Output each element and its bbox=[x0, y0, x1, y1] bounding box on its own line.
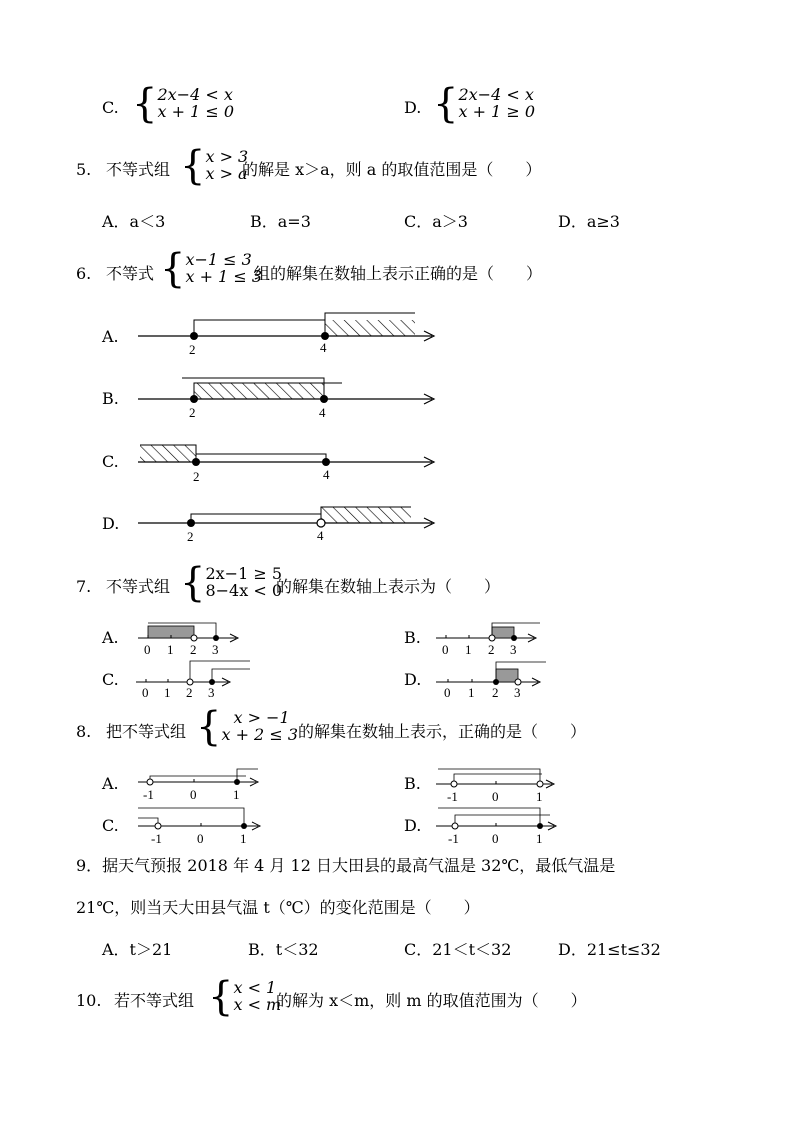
svg-text:3: 3 bbox=[212, 642, 219, 657]
q8-option-a-number-line bbox=[136, 764, 266, 804]
brace-icon: { bbox=[160, 246, 186, 292]
q8-option-a-label[interactable]: A. bbox=[102, 774, 119, 793]
brace-icon: { bbox=[433, 81, 459, 127]
q10-system bbox=[208, 974, 282, 1020]
q7-option-a-label[interactable]: A. bbox=[102, 628, 119, 647]
q7-system bbox=[180, 560, 282, 606]
svg-text:3: 3 bbox=[208, 685, 215, 700]
q8-option-d-label[interactable]: D. bbox=[404, 816, 422, 835]
svg-text:-1: -1 bbox=[448, 831, 459, 846]
system-line: x + 2 ≤ 3 bbox=[221, 725, 298, 744]
svg-text:2: 2 bbox=[193, 469, 200, 484]
svg-text:2: 2 bbox=[488, 642, 495, 657]
system-line: x < m bbox=[233, 995, 282, 1014]
brace-icon: { bbox=[208, 974, 234, 1020]
brace-icon: { bbox=[196, 704, 222, 750]
system-line: 2x−4 < x bbox=[157, 85, 233, 105]
svg-text:2: 2 bbox=[186, 685, 193, 700]
q8-stem-pre: 把不等式组 bbox=[106, 722, 187, 741]
svg-text:1: 1 bbox=[536, 831, 543, 846]
q6-number: 6. bbox=[76, 264, 92, 283]
q5-stem-post: 的解是 x＞a，则 a 的取值范围是（ ） bbox=[242, 160, 542, 179]
q6-option-d-number-line bbox=[130, 497, 440, 547]
svg-text:1: 1 bbox=[233, 787, 240, 802]
q9-option-a[interactable]: A．t＞21 bbox=[102, 940, 173, 959]
q6-system bbox=[160, 246, 262, 292]
system-line: x < 1 bbox=[233, 978, 277, 998]
svg-text:1: 1 bbox=[240, 831, 247, 846]
q7-stem-post: 的解集在数轴上表示为（ ） bbox=[276, 577, 501, 596]
q6-stem-pre: 不等式 bbox=[106, 264, 155, 283]
system-line: 2x−4 < x bbox=[458, 85, 534, 105]
svg-text:0: 0 bbox=[142, 685, 149, 700]
q8-option-c-number-line bbox=[134, 806, 264, 846]
q7-option-b-label[interactable]: B. bbox=[404, 628, 421, 647]
svg-text:0: 0 bbox=[444, 685, 451, 700]
svg-text:1: 1 bbox=[465, 642, 472, 657]
q9-option-b[interactable]: B．t＜32 bbox=[248, 940, 319, 959]
system-line: x > 3 bbox=[205, 147, 249, 167]
system-line: x > a bbox=[205, 164, 248, 183]
q7-stem-pre: 不等式组 bbox=[106, 577, 171, 596]
q9-option-c[interactable]: C．21＜t＜32 bbox=[404, 940, 512, 959]
q8-stem-post: 的解集在数轴上表示，正确的是（ ） bbox=[298, 722, 587, 741]
q9-stem-line1: 9．据天气预报 2018 年 4 月 12 日大田县的最高气温是 32℃，最低气温是 bbox=[76, 856, 616, 875]
q7-option-a-number-line bbox=[136, 618, 246, 658]
q8-option-b-number-line bbox=[434, 764, 564, 804]
svg-text:1: 1 bbox=[167, 642, 174, 657]
system-line: x + 1 ≤ 3 bbox=[185, 267, 262, 286]
q5-option-d[interactable]: D．a≥3 bbox=[558, 212, 620, 231]
q4-option-c-label: C. bbox=[102, 98, 119, 117]
svg-text:0: 0 bbox=[144, 642, 151, 657]
svg-text:0: 0 bbox=[190, 787, 197, 802]
q8-system bbox=[196, 704, 298, 750]
svg-text:4: 4 bbox=[319, 405, 326, 420]
q7-option-b-number-line bbox=[434, 618, 546, 658]
q5-number: 5. bbox=[76, 160, 92, 179]
q6-option-a-number-line bbox=[130, 310, 440, 358]
q7-option-c-label[interactable]: C. bbox=[102, 670, 119, 689]
q10-stem-pre: 若不等式组 bbox=[114, 991, 195, 1010]
q5-stem-pre: 不等式组 bbox=[106, 160, 171, 179]
q6-option-a-label[interactable]: A. bbox=[102, 327, 119, 346]
system-line: 8−4x < 0 bbox=[205, 581, 282, 600]
svg-text:3: 3 bbox=[514, 685, 521, 700]
q10-stem-post: 的解为 x＜m，则 m 的取值范围为（ ） bbox=[276, 991, 587, 1010]
q4-option-d-system bbox=[433, 81, 535, 127]
q4-option-d-label: D. bbox=[404, 98, 422, 117]
svg-text:4: 4 bbox=[323, 467, 330, 482]
q7-option-d-number-line bbox=[434, 660, 550, 700]
q8-option-d-number-line bbox=[434, 806, 564, 846]
system-line: x + 1 ≤ 0 bbox=[157, 102, 234, 121]
svg-text:3: 3 bbox=[510, 642, 517, 657]
svg-text:0: 0 bbox=[442, 642, 449, 657]
svg-text:2: 2 bbox=[187, 529, 194, 544]
q6-option-c-number-line bbox=[130, 436, 440, 486]
svg-text:0: 0 bbox=[197, 831, 204, 846]
svg-text:-1: -1 bbox=[151, 831, 162, 846]
q6-option-d-label[interactable]: D. bbox=[102, 514, 120, 533]
svg-text:1: 1 bbox=[164, 685, 171, 700]
q6-stem-post: 组的解集在数轴上表示正确的是（ ） bbox=[254, 264, 543, 283]
q9-option-d[interactable]: D．21≤t≤32 bbox=[558, 940, 661, 959]
q5-option-b[interactable]: B．a=3 bbox=[250, 212, 311, 231]
q7-option-d-label[interactable]: D. bbox=[404, 670, 422, 689]
svg-text:-1: -1 bbox=[143, 787, 154, 802]
svg-text:2: 2 bbox=[189, 405, 196, 420]
system-line: x−1 ≤ 3 bbox=[185, 250, 252, 270]
q6-option-b-number-line bbox=[130, 373, 440, 421]
svg-text:0: 0 bbox=[492, 789, 499, 804]
q8-number: 8. bbox=[76, 722, 92, 741]
q4-option-c-system bbox=[132, 81, 234, 127]
svg-text:2: 2 bbox=[189, 342, 196, 357]
system-line: 2x−1 ≥ 5 bbox=[205, 564, 282, 584]
svg-text:2: 2 bbox=[492, 685, 499, 700]
system-line: x > −1 bbox=[233, 708, 290, 728]
q6-option-c-label[interactable]: C. bbox=[102, 452, 119, 471]
brace-icon: { bbox=[180, 560, 206, 606]
svg-text:1: 1 bbox=[536, 789, 543, 804]
q6-option-b-label[interactable]: B. bbox=[102, 389, 119, 408]
brace-icon: { bbox=[132, 81, 158, 127]
q5-option-a[interactable]: A．a＜3 bbox=[102, 212, 166, 231]
svg-text:-1: -1 bbox=[447, 789, 458, 804]
svg-text:0: 0 bbox=[492, 831, 499, 846]
q5-system bbox=[180, 143, 249, 189]
q9-stem-line2: 21℃，则当天大田县气温 t（℃）的变化范围是（ ） bbox=[76, 898, 480, 917]
q8-option-c-label[interactable]: C. bbox=[102, 816, 119, 835]
q7-option-c-number-line bbox=[134, 660, 254, 700]
svg-text:4: 4 bbox=[317, 528, 324, 543]
svg-text:2: 2 bbox=[190, 642, 197, 657]
brace-icon: { bbox=[180, 143, 206, 189]
q7-number: 7. bbox=[76, 577, 92, 596]
q8-option-b-label[interactable]: B. bbox=[404, 774, 421, 793]
q5-option-c[interactable]: C．a＞3 bbox=[404, 212, 468, 231]
svg-text:1: 1 bbox=[468, 685, 475, 700]
svg-text:4: 4 bbox=[320, 340, 327, 355]
q10-number: 10. bbox=[76, 991, 102, 1010]
system-line: x + 1 ≥ 0 bbox=[458, 102, 535, 121]
